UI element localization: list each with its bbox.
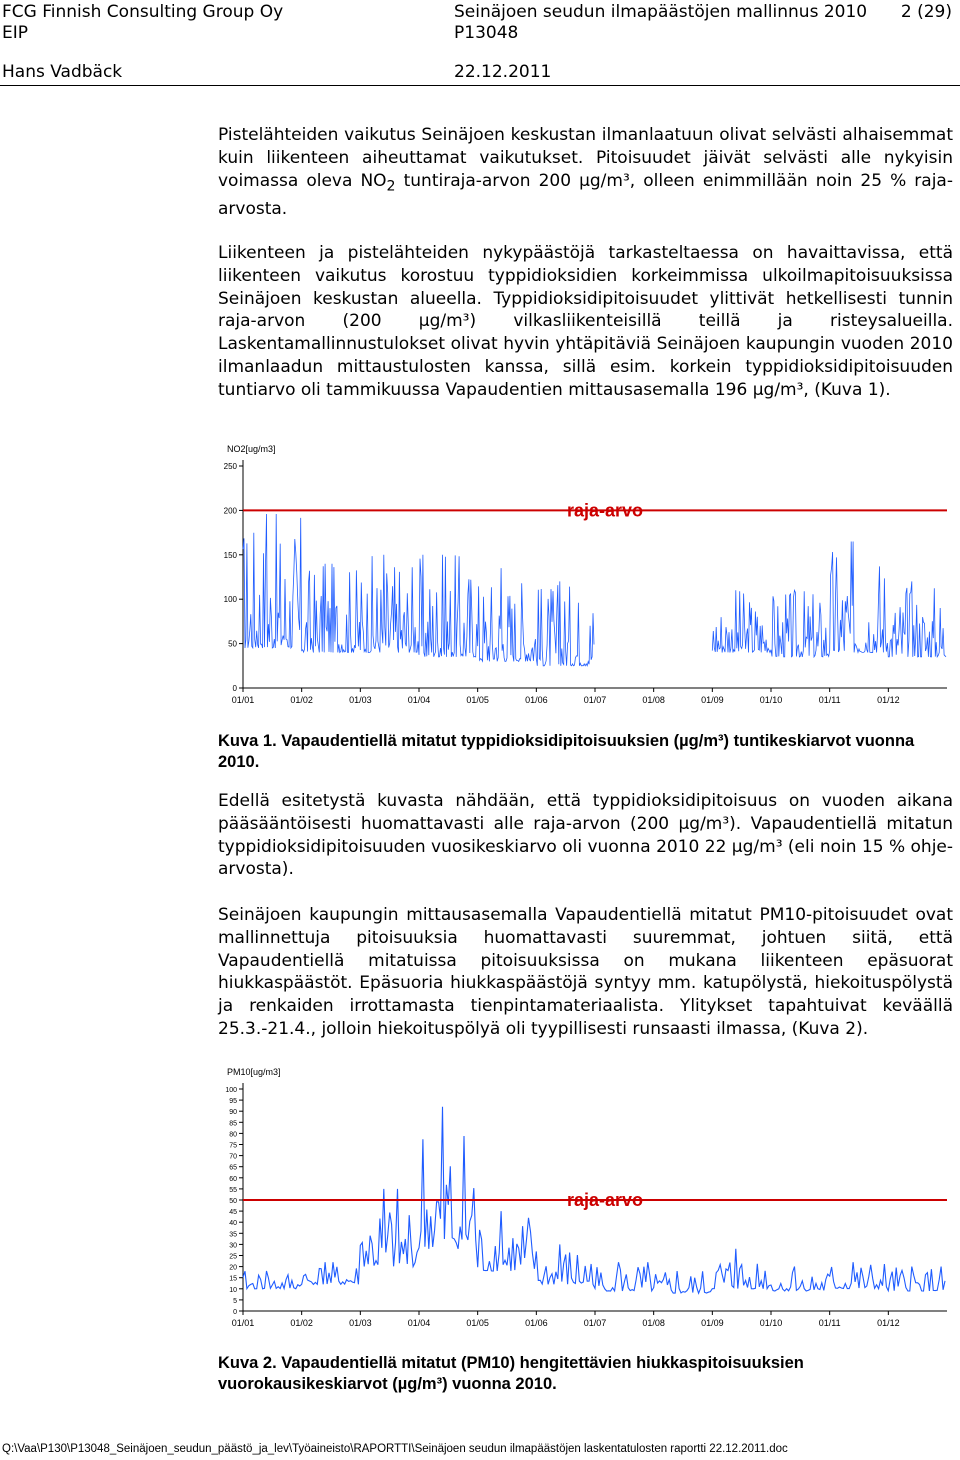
x-tick-label: 01/04	[407, 695, 431, 705]
y-tick-label: 250	[223, 462, 237, 471]
y-tick-label: 75	[229, 1142, 237, 1150]
y-tick-label: 0	[233, 1309, 237, 1316]
y-tick-label: 150	[223, 550, 237, 560]
y-tick-label: 80	[229, 1131, 237, 1139]
x-tick-label: 01/12	[877, 695, 900, 705]
y-tick-label: 95	[229, 1098, 237, 1106]
header-division: EIP	[2, 23, 29, 43]
data-series-line	[243, 514, 946, 666]
pm10-chart	[215, 1063, 955, 1338]
header-page-number: 2 (29)	[900, 2, 952, 22]
header-title: Seinäjoen seudun ilmapäästöjen mallinnus 2010	[454, 2, 868, 22]
x-tick-label: 01/06	[525, 695, 548, 705]
figure-2-caption: Kuva 2. Vapaudentiellä mitatut (PM10) hengitettävien hiukkaspitoisuuksien vuorokausikeskiarvot (µg/m³) vuonna 2010.	[218, 1354, 804, 1393]
y-tick-label: 100	[223, 595, 237, 605]
x-tick-label: 01/09	[701, 695, 724, 705]
y-tick-label: 10	[229, 1286, 237, 1294]
header-company: FCG Finnish Consulting Group Oy	[2, 2, 284, 22]
paragraph-4: Seinäjoen kaupungin mittausasemalla Vapaudentiellä mitatut PM10-pitoisuudet ovat mallinnettuja pitoisuuksia huomattavasti suuremmat, johtuen siitä, että Vapaudentiellä mitatuissa pitoisuuksissa on mukana liikenteen epäsuorat hiukkaspäästöt. Epäsuoria hiukkaspäästöjä syntyy mm. katupölystä, hiekoituspölystä ja renkaiden irrottamasta tienpintamateriaalista. Ylitykset tapahtuivat keväällä 25.3.-21.4., jolloin hiekoituspölyä oli tyypillisesti runsaasti ilmassa, (Kuva 2).	[218, 905, 953, 1039]
x-tick-label: 01/03	[349, 1318, 372, 1328]
y-tick-label: 65	[229, 1164, 237, 1172]
paragraph-2: Liikenteen ja pistelähteiden nykypäästöjä tarkasteltaessa on havaittavissa, että liikenteen vaikutus korostuu typpidioksidien korkeimmissa ulkoilmapitoisuuksissa Seinäjoen keskustan alueella. Typpidioksidipitoisuudet ylittivät hetkellisesti tunnin raja-arvon (200 µg/m³) vilkasliikenteisillä teillä ja risteysalueilla. Laskentamallinnustulokset olivat hyvin yhtäpitäviä Seinäjoen kaupungin vuoden 2010 ilmanlaadun mittaustulosten kanssa, sillä esim. korkein typpidioksidipitoisuuden tuntiarvo oli tammikuussa Vapaudentien mittausasemalla 196 µg/m³, (Kuva 1).	[218, 243, 953, 400]
y-tick-label: 55	[229, 1186, 237, 1194]
header-project: P13048	[454, 23, 519, 43]
y-axis-label: PM10[ug/m3]	[227, 1067, 281, 1077]
figure-1-caption: Kuva 1. Vapaudentiellä mitatut typpidioksidipitoisuuksien (µg/m³) tuntikeskiarvot vuonna 2010.	[218, 732, 915, 771]
y-tick-label: 50	[229, 1198, 237, 1205]
y-tick-label: 100	[225, 1087, 237, 1094]
x-tick-label: 01/03	[349, 695, 372, 705]
y-tick-label: 200	[223, 506, 237, 516]
x-tick-label: 01/07	[583, 1318, 607, 1328]
paragraph-1-text-a: Pistelähteiden vaikutus Seinäjoen keskustan ilmanlaatuun olivat selvästi alhaisemmat kuin liikenteen aiheuttamat vaikutukset. Pitoisuudet jäivät selvästi alle nykyisin voimassa oleva NO	[218, 125, 953, 191]
paragraph-1-text-b: tuntiraja-arvon 200 µg/m³, olleen enimmillään noin 25 % raja-arvosta.	[218, 170, 953, 219]
y-tick-label: 40	[229, 1220, 237, 1228]
limit-label: raja-arvo	[566, 500, 644, 521]
x-tick-label: 01/01	[231, 1318, 255, 1328]
x-tick-label: 01/10	[759, 1318, 783, 1328]
x-tick-label: 01/02	[290, 1318, 313, 1328]
x-tick-label: 01/09	[701, 1318, 724, 1328]
y-tick-label: 90	[229, 1109, 237, 1117]
x-tick-label: 01/07	[583, 695, 607, 705]
header-author: Hans Vadbäck	[2, 62, 123, 82]
y-tick-label: 30	[229, 1242, 237, 1250]
y-tick-label: 25	[229, 1253, 237, 1261]
paragraph-3: Edellä esitetystä kuvasta nähdään, että typpidioksidipitoisuus on vuoden aikana pääsääntöisesti huomattavasti alle raja-arvon (200 µg/m³). Vapaudentiellä mitatun typpidioksidipitoisuuden vuosikeskiarvo oli vuonna 2010 22 µg/m³ (eli noin 15 % ohje-arvosta).	[218, 791, 954, 880]
x-tick-label: 01/11	[818, 1318, 841, 1328]
y-tick-label: 35	[229, 1231, 237, 1239]
paragraph-1	[218, 124, 953, 221]
y-tick-label: 5	[233, 1297, 237, 1305]
y-tick-label: 15	[229, 1275, 237, 1283]
header-date: 22.12.2011	[454, 62, 552, 82]
x-tick-label: 01/12	[877, 1318, 900, 1328]
y-tick-label: 60	[229, 1175, 237, 1183]
footer-file-path: Q:\Vaa\P130\P13048_Seinäjoen_seudun_päästö_ja_lev\Työaineisto\RAPORTTI\Seinäjoen seudun ilmapäästöjen laskentatulosten raportti 22.12.2011.doc	[2, 1443, 788, 1455]
x-tick-label: 01/08	[642, 695, 665, 705]
y-tick-label: 85	[229, 1120, 237, 1128]
y-tick-label: 20	[229, 1264, 237, 1272]
x-tick-label: 01/08	[642, 1318, 665, 1328]
y-tick-label: 70	[229, 1153, 237, 1161]
y-tick-label: 0	[232, 684, 237, 693]
x-tick-label: 01/10	[759, 695, 783, 705]
paragraph-1-subscript: 2	[386, 177, 396, 194]
x-tick-label: 01/01	[231, 695, 255, 705]
y-tick-label: 50	[228, 639, 237, 649]
x-tick-label: 01/06	[525, 1318, 548, 1328]
x-tick-label: 01/02	[290, 695, 313, 705]
x-tick-label: 01/05	[466, 1318, 489, 1328]
y-axis-label: NO2[ug/m3]	[227, 444, 276, 454]
x-tick-label: 01/04	[407, 1318, 431, 1328]
header-divider	[0, 85, 960, 86]
no2-chart	[215, 440, 955, 715]
x-tick-label: 01/05	[466, 695, 489, 705]
limit-label: raja-arvo	[566, 1190, 644, 1210]
x-tick-label: 01/11	[818, 695, 841, 705]
y-tick-label: 45	[229, 1209, 237, 1217]
